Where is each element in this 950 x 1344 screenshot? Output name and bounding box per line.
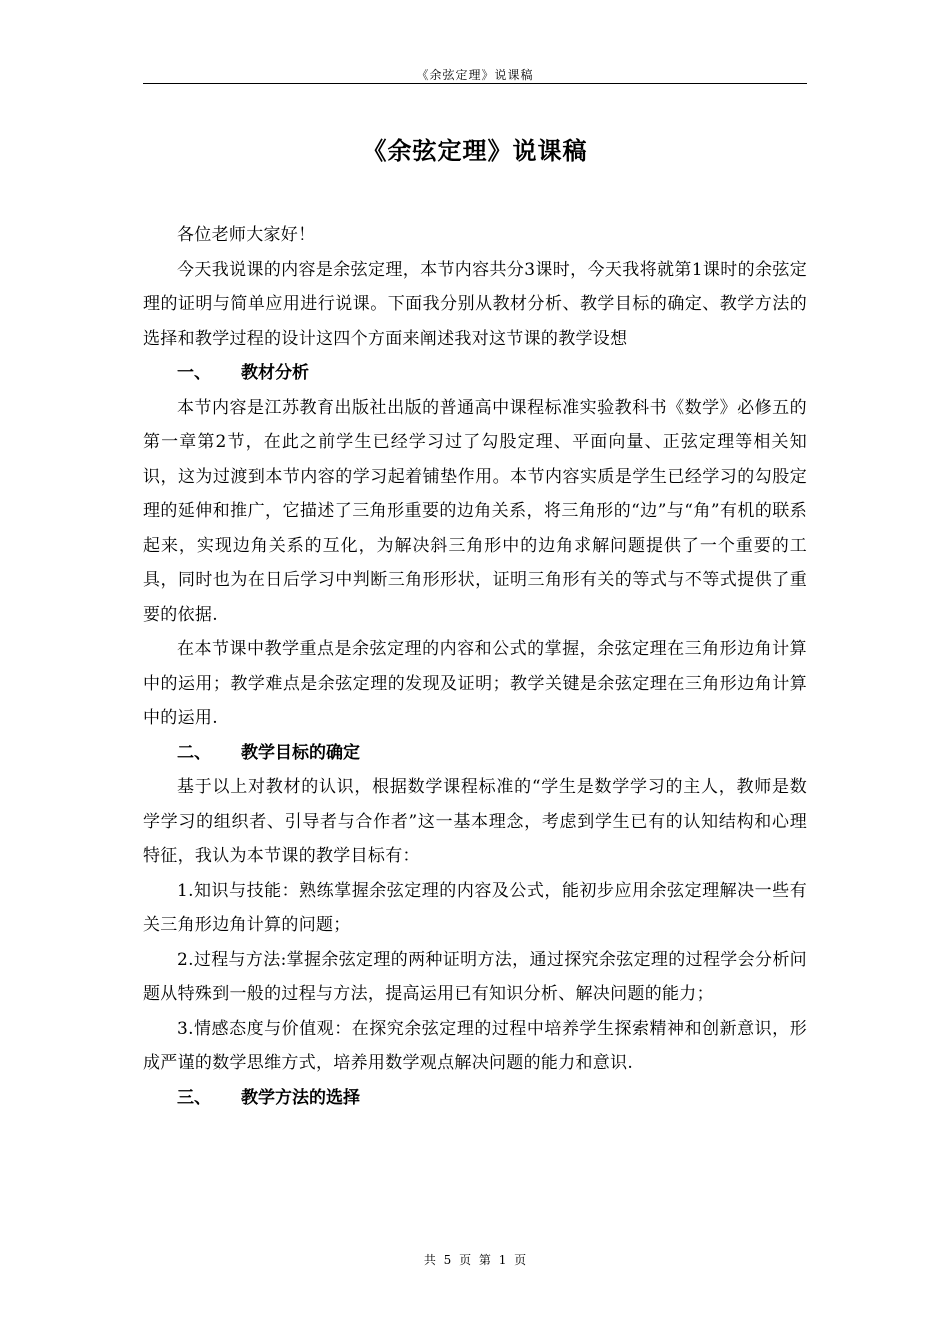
goals-intro-paragraph: 基于以上对教材的认识，根据数学课程标准的“学生是数学学习的主人，教师是数学学习的组织者、引导者与合作者”这一基本理念，考虑到学生已有的认知结构和心理特征，我认为本节课的教学目标有：: [143, 777, 807, 866]
section-title: 教学方法的选择: [241, 1087, 360, 1108]
goal-2-paragraph: 2.过程与方法:掌握余弦定理的两种证明方法，通过探究余弦定理的过程学会分析问题从特殊到一般的过程与方法，提高运用已有知识分析、解决问题的能力；: [143, 949, 807, 1004]
section-number: 三、: [177, 1087, 211, 1108]
goal-3-paragraph: 3.情感态度与价值观：在探究余弦定理的过程中培养学生探索精神和创新意识，形成严谨的数学思维方式，培养用数学观点解决问题的能力和意识.: [143, 1018, 807, 1073]
intro-paragraph: 今天我说课的内容是余弦定理，本节内容共分3课时，今天我将就第1课时的余弦定理的证明与简单应用进行说课。下面我分别从教材分析、教学目标的确定、教学方法的选择和教学过程的设计这四个方面来阐述我对这节课的教学设想: [143, 259, 807, 349]
document-title: 《余弦定理》说课稿: [362, 136, 588, 165]
page-footer: 共 5 页 第 1 页: [423, 1253, 527, 1267]
greeting-paragraph: 各位老师大家好！: [177, 225, 316, 245]
section-number: 一、: [177, 363, 211, 383]
goal-1-paragraph: 1.知识与技能：熟练掌握余弦定理的内容及公式，能初步应用余弦定理解决一些有关三角形边角计算的问题；: [143, 880, 807, 935]
section-heading-2: [143, 736, 807, 771]
header-rule: [143, 83, 807, 84]
analysis-paragraph-1: 本节内容是江苏教育出版社出版的普通高中课程标准实验教科书《数学》必修五的第一章第2节，在此之前学生已经学习过了勾股定理、平面向量、正弦定理等相关知识，这为过渡到本节内容的学习起着铺垫作用。本节内容实质是学生已经学习的勾股定理的延伸和推广，它描述了三角形重要的边角关系，将三角形的“边”与“角”有机的联系起来，实现边角关系的互化，为解决斜三角形中的边角求解问题提供了一个重要的工具，同时也为在日后学习中判断三角形形状，证明三角形有关的等式与不等式提供了重要的依据.: [143, 397, 807, 625]
section-number: 二、: [177, 742, 211, 763]
section-heading-1: [143, 356, 807, 391]
analysis-paragraph-2: 在本节课中教学重点是余弦定理的内容和公式的掌握，余弦定理在三角形边角计算中的运用；教学难点是余弦定理的发现及证明；教学关键是余弦定理在三角形边角计算中的运用.: [143, 639, 807, 728]
running-header: 《余弦定理》说课稿: [416, 68, 534, 82]
section-title: 教学目标的确定: [241, 742, 360, 763]
document-body: [143, 218, 807, 1115]
section-title: 教材分析: [241, 363, 309, 383]
section-heading-3: [143, 1081, 807, 1116]
